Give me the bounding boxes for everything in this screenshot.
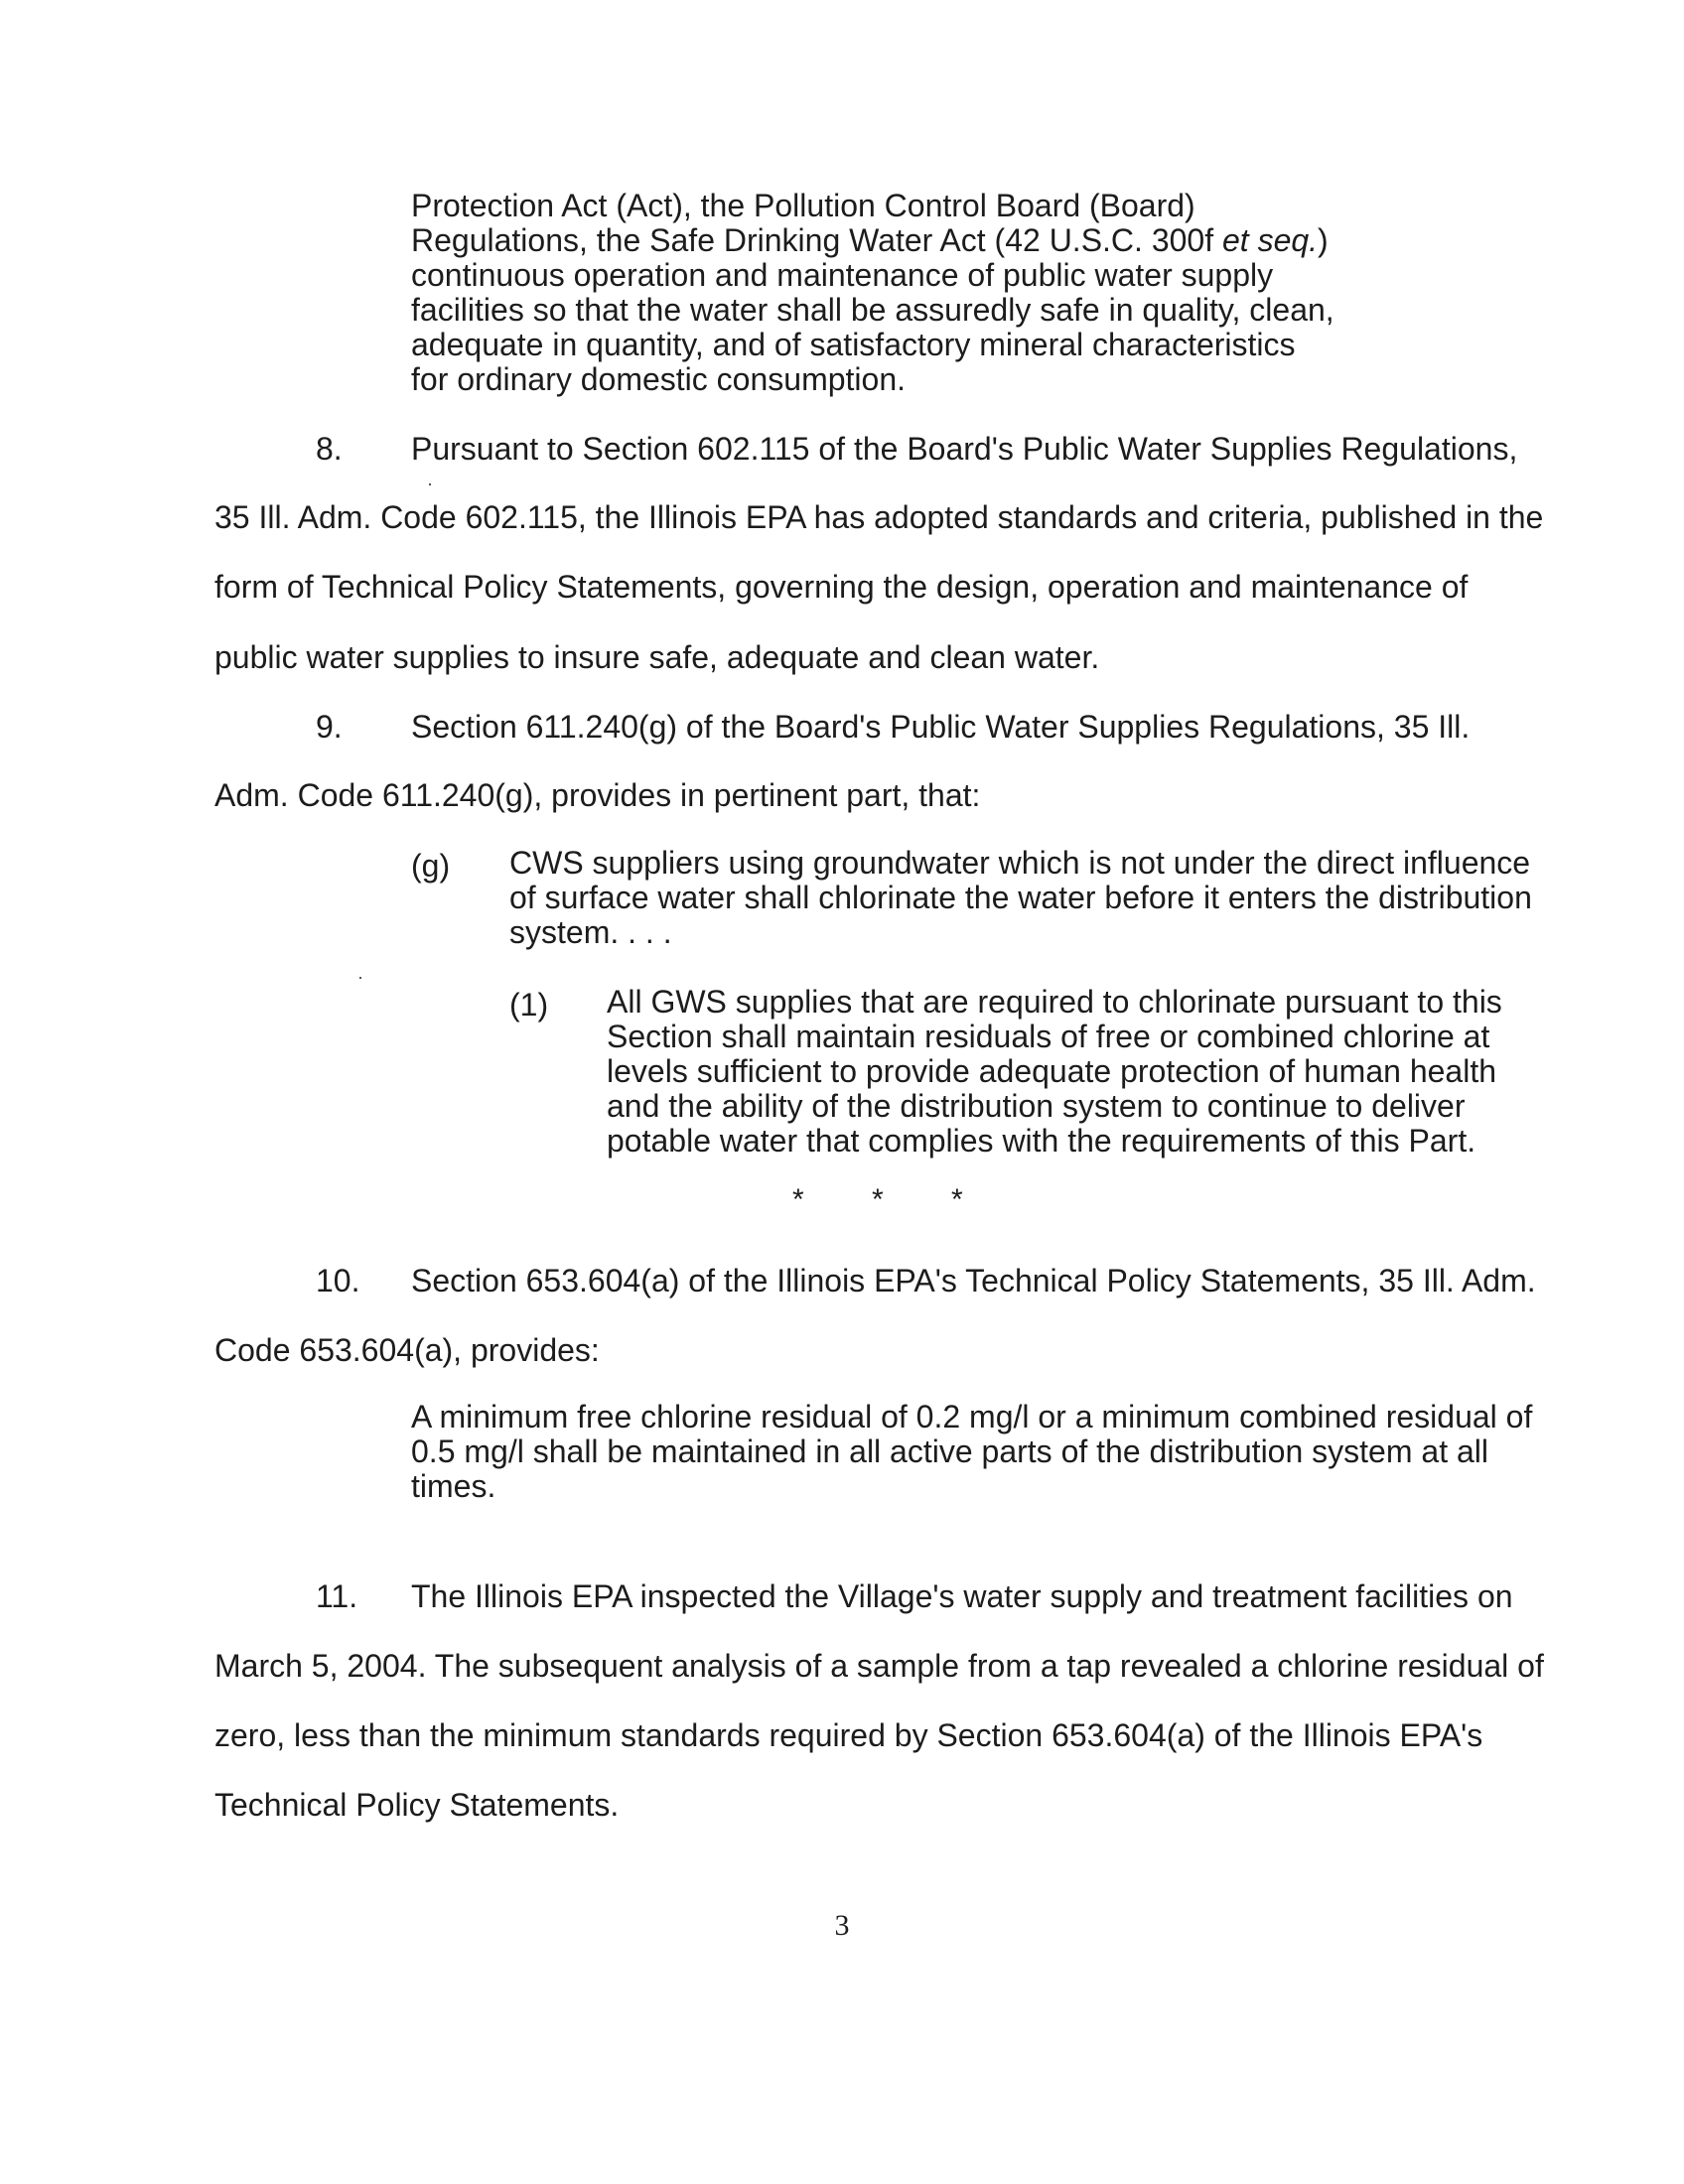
paragraph-9-line-2: Adm. Code 611.240(g), provides in pertinent part, that: <box>214 777 981 813</box>
paragraph-11-line-3: zero, less than the minimum standards required by Section 653.604(a) of the Illinois EPA's <box>214 1717 1483 1753</box>
subsection-1-line-4: and the ability of the distribution system to continue to deliver <box>607 1088 1466 1124</box>
page-number: 3 <box>834 1909 850 1942</box>
paragraph-9-line-1: Section 611.240(g) of the Board's Public Water Supplies Regulations, 35 Ill. <box>411 709 1471 745</box>
paragraph-11-line-1: The Illinois EPA inspected the Village's water supply and treatment facilities on <box>411 1578 1513 1614</box>
quote-653-line-3: times. <box>411 1468 496 1504</box>
subsection-1-text <box>607 985 1502 1159</box>
paragraph-8-line-1: Pursuant to Section 602.115 of the Board's Public Water Supplies Regulations, <box>411 431 1518 467</box>
paragraph-8-number: 8. <box>316 431 343 467</box>
subsection-g-line-1: CWS suppliers using groundwater which is not under the direct influence <box>509 845 1531 881</box>
paragraph-10-line-2: Code 653.604(a), provides: <box>214 1332 600 1368</box>
paragraph-9-number: 9. <box>316 709 343 745</box>
quote-act-line-2: Regulations, the Safe Drinking Water Act (42 U.S.C. 300f et seq.) <box>411 222 1329 258</box>
subsection-1-label: (1) <box>509 987 549 1023</box>
quote-act-line-6: for ordinary domestic consumption. <box>411 361 906 397</box>
quote-653-604a <box>411 1400 1532 1504</box>
subsection-1-line-2: Section shall maintain residuals of free or combined chlorine at <box>607 1019 1490 1054</box>
paragraph-11-line-2: March 5, 2004. The subsequent analysis of a sample from a tap revealed a chlorine residual of <box>214 1648 1544 1684</box>
subsection-g-text <box>509 846 1532 950</box>
scan-speck <box>429 483 431 485</box>
subsection-g-label: (g) <box>411 848 451 884</box>
quote-act-line-3: continuous operation and maintenance of public water supply <box>411 257 1274 293</box>
section-break-asterisks: * * * <box>792 1183 993 1216</box>
et-seq-italic: et seq. <box>1221 222 1319 258</box>
subsection-1-line-3: levels sufficient to provide adequate protection of human health <box>607 1053 1496 1089</box>
subsection-1-line-5: potable water that complies with the requirements of this Part. <box>607 1123 1476 1159</box>
paragraph-10-number: 10. <box>316 1263 360 1298</box>
paragraph-8-line-4: public water supplies to insure safe, adequate and clean water. <box>214 639 1100 675</box>
subsection-g-line-3: system. . . . <box>509 914 672 950</box>
quote-653-line-1: A minimum free chlorine residual of 0.2 mg/l or a minimum combined residual of <box>411 1399 1533 1434</box>
scan-speck <box>359 977 361 979</box>
paragraph-11-line-4: Technical Policy Statements. <box>214 1787 620 1823</box>
subsection-1-line-1: All GWS supplies that are required to chlorinate pursuant to this <box>607 984 1502 1020</box>
quote-act-line-1: Protection Act (Act), the Pollution Control Board (Board) <box>411 188 1195 223</box>
paragraph-11-number: 11. <box>316 1578 358 1614</box>
paragraph-8-line-2: 35 Ill. Adm. Code 602.115, the Illinois EPA has adopted standards and criteria, published in the <box>214 499 1544 535</box>
paragraph-10-line-1: Section 653.604(a) of the Illinois EPA's Technical Policy Statements, 35 Ill. Adm. <box>411 1263 1536 1298</box>
quote-act-line-5: adequate in quantity, and of satisfactory mineral characteristics <box>411 327 1296 362</box>
quote-act-line-4: facilities so that the water shall be assuredly safe in quality, clean, <box>411 292 1334 328</box>
paragraph-8-line-3: form of Technical Policy Statements, governing the design, operation and maintenance of <box>214 569 1469 605</box>
subsection-g-line-2: of surface water shall chlorinate the water before it enters the distribution <box>509 880 1532 915</box>
quote-653-line-2: 0.5 mg/l shall be maintained in all active parts of the distribution system at all <box>411 1433 1488 1469</box>
quote-act <box>411 189 1334 397</box>
